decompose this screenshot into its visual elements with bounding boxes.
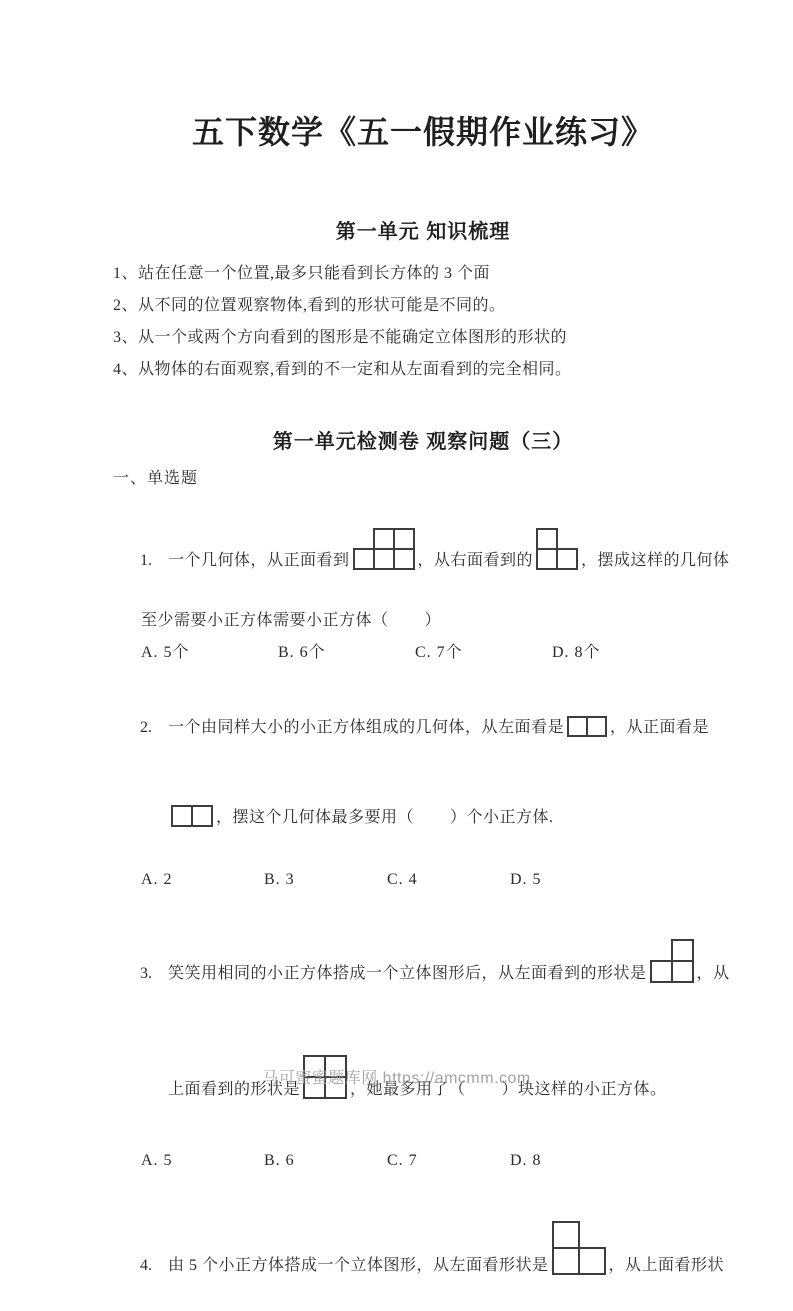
knowledge-item-1: 1、站在任意一个位置,最多只能看到长方体的 3 个面 [113, 265, 491, 282]
option-a: A. 2 [141, 871, 173, 888]
question-text: 一个几何体，从正面看到 [168, 552, 350, 569]
single-choice-subheading: 一、单选题 [113, 470, 199, 487]
question-text: ，从上面看形状 [608, 1257, 725, 1274]
knowledge-item-3: 3、从一个或两个方向看到的图形是不能确定立体图形的形状的 [113, 329, 568, 346]
option-d: D. 5 [510, 871, 542, 888]
test-section-heading: 第一单元检测卷 观察问题（三） [272, 431, 574, 453]
question-2-line-2 [141, 773, 733, 863]
question-text: 笑笑用相同的小正方体搭成一个立体图形后，从左面看到的形状是 [168, 965, 647, 982]
question-1 [113, 498, 733, 667]
question-text: 一个由同样大小的小正方体组成的几何体，从左面看是 [168, 719, 565, 736]
document-title: 五下数学《五一假期作业练习》 [191, 114, 654, 150]
question-2-line-1 [141, 683, 733, 773]
knowledge-item-4: 4、从物体的右面观察,看到的不一定和从左面看到的完全相同。 [113, 361, 572, 378]
option-c: C. 7 [387, 1152, 418, 1169]
q3-left-view-diagram [650, 939, 694, 983]
q2-front-view-diagram [171, 805, 213, 827]
option-a: A. 5 [141, 1152, 173, 1169]
question-text: ，从右面看到的 [417, 552, 534, 569]
knowledge-item-2: 2、从不同的位置观察物体,看到的形状可能是不同的。 [113, 297, 506, 314]
question-text: ，从正面看是 [610, 719, 710, 736]
question-3-number: 3. [140, 965, 152, 982]
question-3-line-1 [141, 909, 733, 1019]
question-text: ，摆成这样的几何体 [581, 552, 730, 569]
q1-right-view-diagram [536, 528, 578, 570]
q4-left-view-diagram [552, 1221, 606, 1275]
option-b: B. 6个 [278, 644, 326, 661]
q1-front-view-diagram [353, 528, 415, 570]
question-2 [113, 683, 733, 894]
question-1-options [141, 639, 733, 667]
question-3-options [141, 1147, 733, 1175]
option-c: C. 7个 [415, 644, 463, 661]
question-1-number: 1. [140, 552, 152, 569]
option-a: A. 5个 [141, 644, 190, 661]
knowledge-section-heading: 第一单元 知识梳理 [335, 221, 511, 243]
q2-left-view-diagram [567, 716, 607, 737]
question-4-number: 4. [140, 1257, 152, 1274]
question-2-options [141, 866, 733, 894]
question-4-line-1 [141, 1191, 733, 1311]
question-2-number: 2. [140, 719, 152, 736]
footer-watermark: 马可蜜蜜题库网 https://amcmm.com [262, 1070, 531, 1087]
question-text: 由 5 个小正方体搭成一个立体图形，从左面看形状是 [168, 1257, 549, 1274]
option-d: D. 8 [510, 1152, 542, 1169]
question-3 [113, 909, 733, 1175]
option-c: C. 4 [387, 871, 418, 888]
question-text: ，从 [696, 965, 730, 982]
question-4 [113, 1191, 733, 1311]
question-text: 上面看到的形状是 [168, 1081, 301, 1098]
question-1-line-2: 至少需要小正方体需要小正方体（ ） [141, 612, 442, 629]
knowledge-list [113, 258, 733, 386]
question-text: ，她最多用了（ ）块这样的小正方体。 [350, 1081, 667, 1098]
option-b: B. 6 [264, 1152, 295, 1169]
question-text: ，摆这个几何体最多要用（ ）个小正方体. [216, 809, 554, 826]
question-1-line-1 [141, 498, 733, 606]
option-d: D. 8个 [552, 644, 601, 661]
option-b: B. 3 [264, 871, 295, 888]
